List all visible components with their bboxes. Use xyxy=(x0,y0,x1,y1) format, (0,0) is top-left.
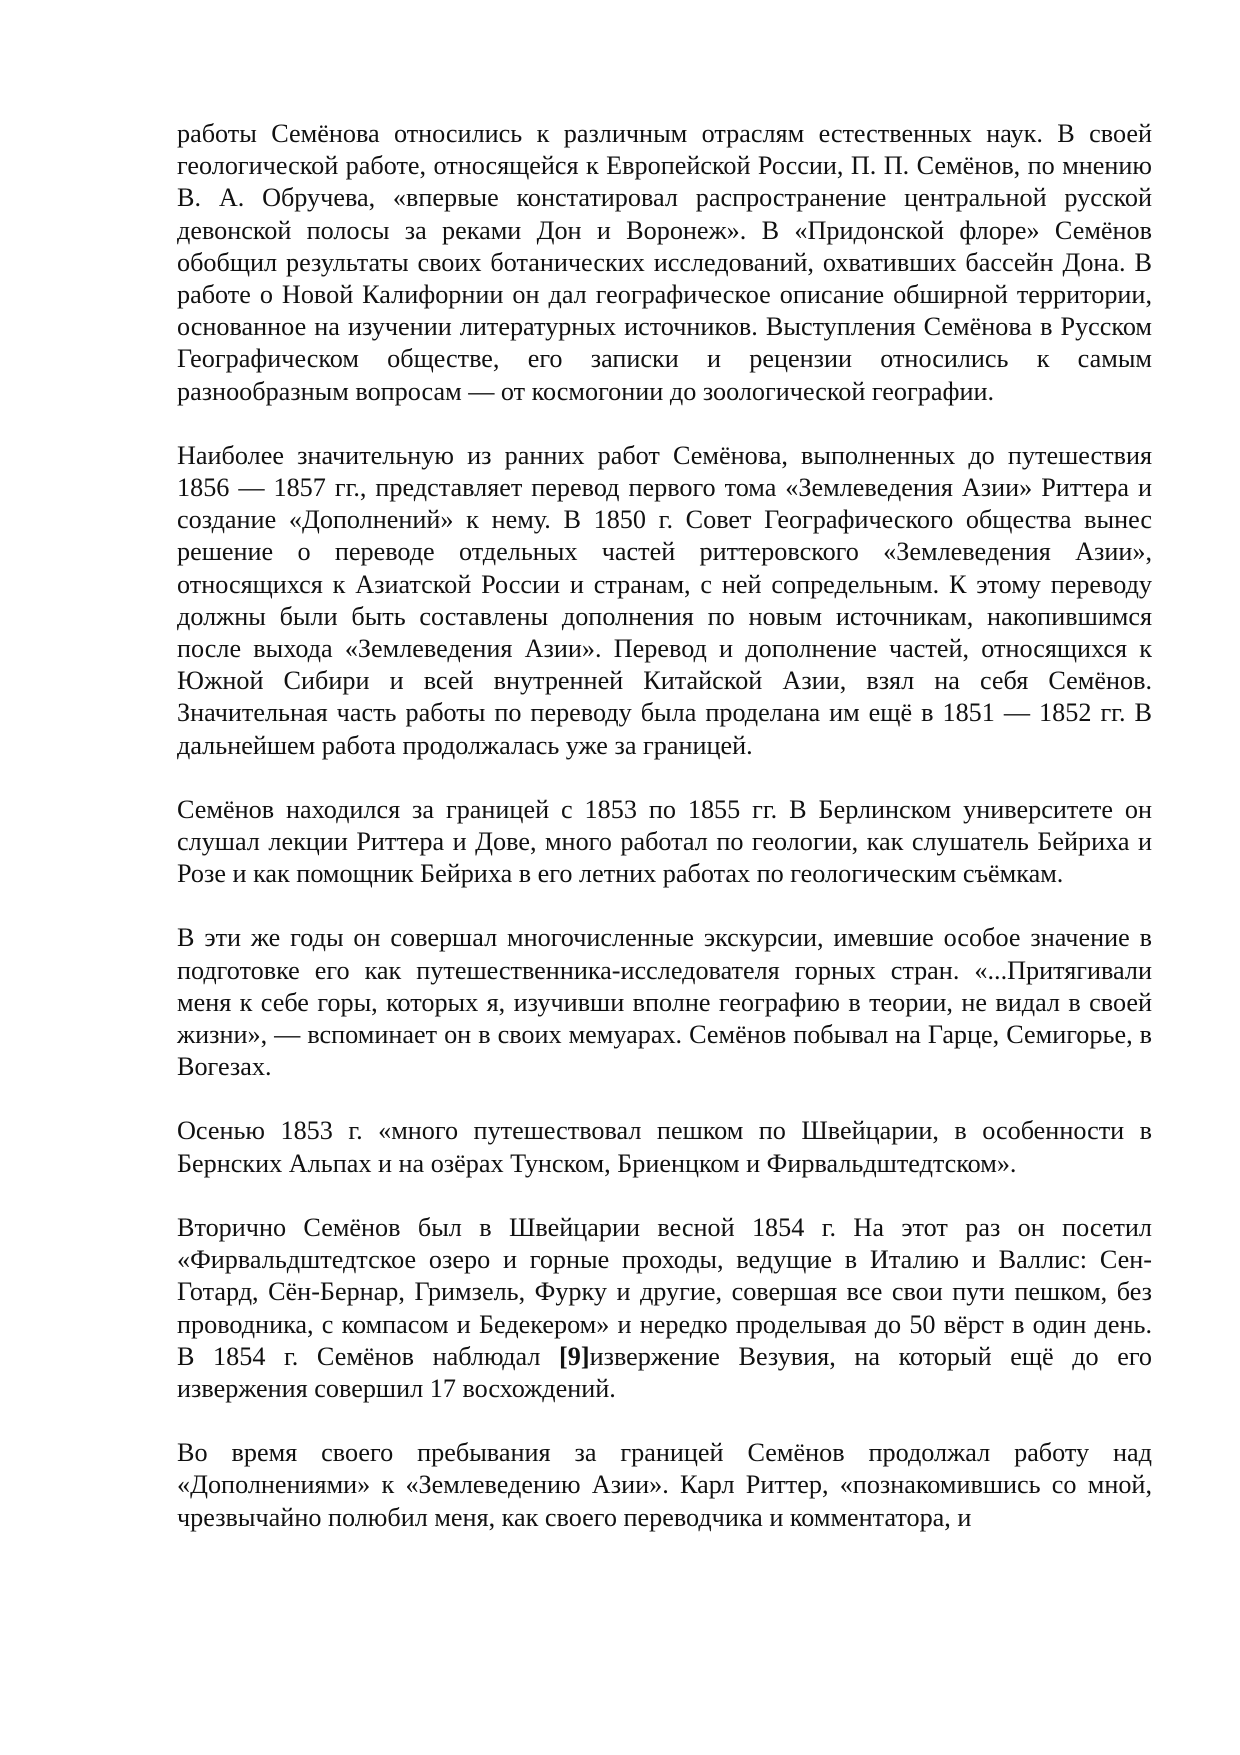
paragraph-6-text-after: извержение Везувия, на который ещё до его извержения совершил 17 восхождений. xyxy=(177,1341,1153,1403)
document-page xyxy=(177,118,1152,1534)
paragraph-6-text-before: Вторично Семёнов был в Швейцарии весной 1854 г. На этот раз он посетил «Фирвальдштедтское озеро и горные проходы, ведущие в Италию и Валлис: Сен-Готард, Сён-Бернар, Гримзель, Фурку и другие, совершая все свои пути пешком, без проводника, с компасом и Бедекером» и нередко проделывая до 50 вёрст в один день. В 1854 г. Семёнов наблюдал xyxy=(177,1212,1152,1371)
paragraph-2: Наиболее значительную из ранних работ Семёнова, выполненных до путешествия 1856 — 1857 гг., представляет перевод первого тома «Землеведения Азии» Риттера и создание «Дополнений» к нему. В 1850 г. Совет Географического общества вынес решение о переводе отдельных частей риттеровского «Землеведения Азии», относящихся к Азиатской России и странам, с ней сопредельным. К этому переводу должны были быть составлены дополнения по новым источникам, накопившимся после выхода «Землеведения Азии». Перевод и дополнение частей, относящихся к Южной Сибири и всей внутренней Китайской Азии, взял на себя Семёнов. Значительная часть работы по переводу была проделана им ещё в 1851 — 1852 гг. В дальнейшем работа продолжалась уже за границей. xyxy=(177,440,1152,760)
paragraph-4: В эти же годы он совершал многочисленные экскурсии, имевшие особое значение в подготовке его как путешественника-исследователя горных стран. «...Притягивали меня к себе горы, которых я, изучивши вполне географию в теории, не видал в своей жизни», — вспоминает он в своих мемуарах. Семёнов побывал на Гарце, Семигорье, в Вогезах. xyxy=(177,923,1152,1082)
paragraph-6 xyxy=(177,1212,1152,1405)
paragraph-3: Семёнов находился за границей с 1853 по 1855 гг. В Берлинском университете он слушал лекции Риттера и Дове, много работал по геологии, как слушатель Бейриха и Розе и как помощник Бейриха в его летних работах по геологическим съёмкам. xyxy=(177,794,1152,889)
paragraph-1: работы Семёнова относились к различным отраслям естественных наук. В своей геологической работе, относящейся к Европейской России, П. П. Семёнов, по мнению В. А. Обручева, «впервые констатировал распространение центральной русской девонской полосы за реками Дон и Воронеж». В «Придонской флоре» Семёнов обобщил результаты своих ботанических исследований, охвативших бассейн Дона. В работе о Новой Калифорнии он дал географическое описание обширной территории, основанное на изучении литературных источников. Выступления Семёнова в Русском Географическом обществе, его записки и рецензии относились к самым разнообразным вопросам — от космогонии до зоологической географии. xyxy=(177,119,1152,406)
paragraph-5: Осенью 1853 г. «много путешествовал пешком по Швейцарии, в особенности в Бернских Альпах и на озёрах Тунском, Бриенцком и Фирвальдштедтском». xyxy=(177,1116,1152,1178)
page-reference: [9] xyxy=(559,1341,590,1371)
paragraph-7: Во время своего пребывания за границей Семёнов продолжал работу над «Дополнениями» к «Землеведению Азии». Карл Риттер, «познакомившись со мной, чрезвычайно полюбил меня, как своего переводчика и комментатора, и xyxy=(177,1438,1152,1532)
